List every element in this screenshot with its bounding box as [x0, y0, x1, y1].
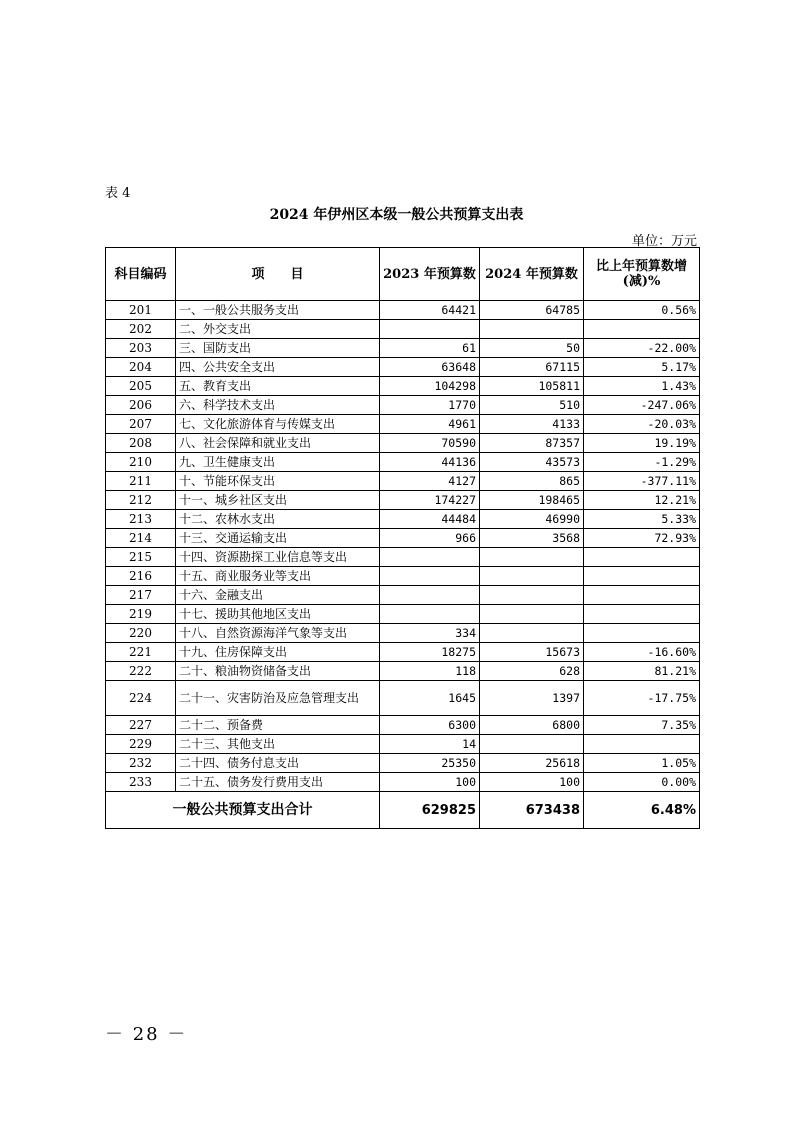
row-change-value: 5.17% — [584, 358, 700, 377]
row-item-name: 四、公共安全支出 — [176, 358, 380, 377]
row-item-name: 二、外交支出 — [176, 320, 380, 339]
row-code: 203 — [106, 339, 176, 358]
table-row — [106, 735, 700, 754]
row-2024-value: 43573 — [480, 453, 584, 472]
row-change-value — [584, 586, 700, 605]
row-2023-value — [380, 320, 480, 339]
row-code: 204 — [106, 358, 176, 377]
row-code: 229 — [106, 735, 176, 754]
total-2024: 673438 — [480, 792, 584, 829]
row-2024-value: 510 — [480, 396, 584, 415]
row-2023-value: 25350 — [380, 754, 480, 773]
row-item-name: 十八、自然资源海洋气象等支出 — [176, 624, 380, 643]
row-code: 211 — [106, 472, 176, 491]
row-2024-value — [480, 320, 584, 339]
table-row — [106, 662, 700, 681]
row-2024-value: 628 — [480, 662, 584, 681]
row-code: 205 — [106, 377, 176, 396]
row-2023-value: 44484 — [380, 510, 480, 529]
row-2023-value: 64421 — [380, 301, 480, 320]
row-2023-value — [380, 605, 480, 624]
table-row — [106, 586, 700, 605]
row-2024-value: 4133 — [480, 415, 584, 434]
row-2023-value: 4127 — [380, 472, 480, 491]
row-2024-value: 100 — [480, 773, 584, 792]
row-change-value: 81.21% — [584, 662, 700, 681]
row-change-value: 72.93% — [584, 529, 700, 548]
row-code: 206 — [106, 396, 176, 415]
row-item-name: 十、节能环保支出 — [176, 472, 380, 491]
header-2023: 2023 年预算数 — [380, 248, 480, 301]
row-2023-value: 174227 — [380, 491, 480, 510]
table-row — [106, 548, 700, 567]
row-2023-value: 1770 — [380, 396, 480, 415]
row-2024-value — [480, 605, 584, 624]
table-row — [106, 716, 700, 735]
row-change-value: -16.60% — [584, 643, 700, 662]
row-2024-value: 25618 — [480, 754, 584, 773]
row-item-name: 十七、援助其他地区支出 — [176, 605, 380, 624]
row-change-value: -17.75% — [584, 681, 700, 716]
row-code: 210 — [106, 453, 176, 472]
row-change-value: -22.00% — [584, 339, 700, 358]
row-item-name: 七、文化旅游体育与传媒支出 — [176, 415, 380, 434]
table-row — [106, 358, 700, 377]
row-2023-value: 44136 — [380, 453, 480, 472]
row-code: 232 — [106, 754, 176, 773]
row-change-value: 1.05% — [584, 754, 700, 773]
page-title: 2024 年伊州区本级一般公共预算支出表 — [269, 207, 524, 223]
row-change-value: 19.19% — [584, 434, 700, 453]
row-change-value — [584, 735, 700, 754]
row-change-value — [584, 567, 700, 586]
row-2024-value — [480, 624, 584, 643]
row-2024-value: 198465 — [480, 491, 584, 510]
row-2023-value — [380, 567, 480, 586]
row-item-name: 十三、交通运输支出 — [176, 529, 380, 548]
page-number: － 28 － — [105, 1024, 188, 1045]
table-row — [106, 377, 700, 396]
row-code: 233 — [106, 773, 176, 792]
row-item-name: 六、科学技术支出 — [176, 396, 380, 415]
row-change-value — [584, 548, 700, 567]
table-row — [106, 681, 700, 716]
row-item-name: 五、教育支出 — [176, 377, 380, 396]
total-row — [106, 792, 700, 829]
header-change: 比上年预算数增(减)% — [584, 248, 700, 301]
row-item-name: 八、社会保障和就业支出 — [176, 434, 380, 453]
row-item-name: 二十四、债务付息支出 — [176, 754, 380, 773]
row-change-value: 0.00% — [584, 773, 700, 792]
row-2023-value: 104298 — [380, 377, 480, 396]
table-row — [106, 567, 700, 586]
row-2024-value: 6800 — [480, 716, 584, 735]
row-item-name: 十五、商业服务业等支出 — [176, 567, 380, 586]
row-change-value: -20.03% — [584, 415, 700, 434]
row-change-value: -1.29% — [584, 453, 700, 472]
row-code: 208 — [106, 434, 176, 453]
row-2024-value: 46990 — [480, 510, 584, 529]
table-row — [106, 301, 700, 320]
table-row — [106, 434, 700, 453]
row-code: 215 — [106, 548, 176, 567]
table-row — [106, 491, 700, 510]
row-item-name: 二十二、预备费 — [176, 716, 380, 735]
row-2023-value: 100 — [380, 773, 480, 792]
row-change-value: -377.11% — [584, 472, 700, 491]
row-change-value — [584, 320, 700, 339]
row-2023-value: 334 — [380, 624, 480, 643]
row-2023-value: 63648 — [380, 358, 480, 377]
table-row — [106, 510, 700, 529]
row-item-name: 二十五、债务发行费用支出 — [176, 773, 380, 792]
row-item-name: 十四、资源勘探工业信息等支出 — [176, 548, 380, 567]
row-change-value: -247.06% — [584, 396, 700, 415]
row-2023-value: 4961 — [380, 415, 480, 434]
table-row — [106, 453, 700, 472]
row-item-name: 十九、住房保障支出 — [176, 643, 380, 662]
row-code: 220 — [106, 624, 176, 643]
row-code: 201 — [106, 301, 176, 320]
row-code: 219 — [106, 605, 176, 624]
row-change-value: 12.21% — [584, 491, 700, 510]
row-2023-value: 18275 — [380, 643, 480, 662]
table-row — [106, 529, 700, 548]
row-2024-value: 50 — [480, 339, 584, 358]
table-row — [106, 754, 700, 773]
row-2023-value: 14 — [380, 735, 480, 754]
row-2024-value — [480, 735, 584, 754]
row-2024-value — [480, 586, 584, 605]
row-change-value: 0.56% — [584, 301, 700, 320]
row-2024-value: 15673 — [480, 643, 584, 662]
row-code: 214 — [106, 529, 176, 548]
row-code: 222 — [106, 662, 176, 681]
row-2024-value: 67115 — [480, 358, 584, 377]
table-row — [106, 396, 700, 415]
budget-table — [105, 247, 700, 829]
row-code: 207 — [106, 415, 176, 434]
row-2024-value — [480, 548, 584, 567]
row-2024-value: 1397 — [480, 681, 584, 716]
row-2024-value: 105811 — [480, 377, 584, 396]
row-code: 212 — [106, 491, 176, 510]
row-code: 213 — [106, 510, 176, 529]
row-2023-value: 61 — [380, 339, 480, 358]
table-header-row — [106, 248, 700, 301]
row-change-value — [584, 624, 700, 643]
total-2023: 629825 — [380, 792, 480, 829]
row-2023-value: 118 — [380, 662, 480, 681]
row-change-value: 5.33% — [584, 510, 700, 529]
table-row — [106, 472, 700, 491]
row-2024-value: 64785 — [480, 301, 584, 320]
row-item-name: 十六、金融支出 — [176, 586, 380, 605]
row-item-name: 三、国防支出 — [176, 339, 380, 358]
row-code: 202 — [106, 320, 176, 339]
total-change: 6.48% — [584, 792, 700, 829]
row-2024-value: 865 — [480, 472, 584, 491]
header-item: 项 目 — [176, 248, 380, 301]
row-2023-value: 966 — [380, 529, 480, 548]
table-row — [106, 320, 700, 339]
row-code: 224 — [106, 681, 176, 716]
row-change-value: 7.35% — [584, 716, 700, 735]
row-2023-value — [380, 586, 480, 605]
row-item-name: 二十、粮油物资储备支出 — [176, 662, 380, 681]
row-code: 221 — [106, 643, 176, 662]
row-change-value: 1.43% — [584, 377, 700, 396]
row-item-name: 一、一般公共服务支出 — [176, 301, 380, 320]
unit-label: 单位：万元 — [631, 234, 697, 249]
table-row — [106, 624, 700, 643]
row-2023-value: 1645 — [380, 681, 480, 716]
row-2023-value: 70590 — [380, 434, 480, 453]
table-body — [106, 301, 700, 792]
row-2023-value: 6300 — [380, 716, 480, 735]
table-row — [106, 773, 700, 792]
row-item-name: 二十三、其他支出 — [176, 735, 380, 754]
row-2024-value: 87357 — [480, 434, 584, 453]
row-item-name: 十一、城乡社区支出 — [176, 491, 380, 510]
row-item-name: 二十一、灾害防治及应急管理支出 — [176, 681, 380, 716]
table-number-label: 表 4 — [105, 186, 131, 201]
row-2023-value — [380, 548, 480, 567]
table-row — [106, 643, 700, 662]
row-2024-value — [480, 567, 584, 586]
table-row — [106, 605, 700, 624]
header-code: 科目编码 — [106, 248, 176, 301]
row-code: 216 — [106, 567, 176, 586]
table-row — [106, 339, 700, 358]
row-code: 217 — [106, 586, 176, 605]
row-item-name: 十二、农林水支出 — [176, 510, 380, 529]
row-code: 227 — [106, 716, 176, 735]
header-2024: 2024 年预算数 — [480, 248, 584, 301]
row-2024-value: 3568 — [480, 529, 584, 548]
row-change-value — [584, 605, 700, 624]
row-item-name: 九、卫生健康支出 — [176, 453, 380, 472]
table-row — [106, 415, 700, 434]
total-label: 一般公共预算支出合计 — [106, 792, 380, 829]
